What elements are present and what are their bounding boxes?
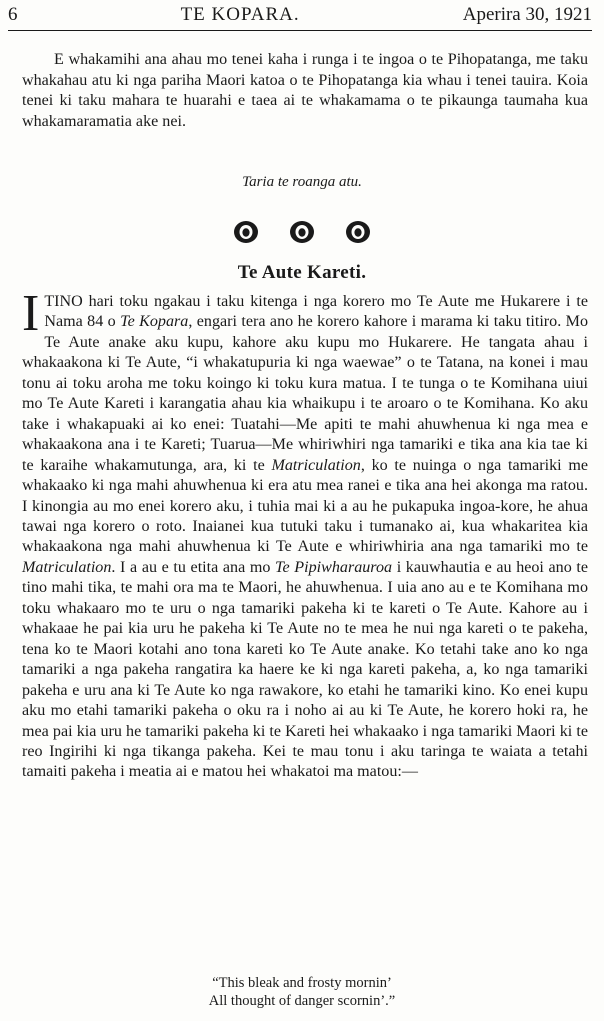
article-italic-term: Matriculation: [22, 558, 112, 576]
flower-ornament-icon: [345, 218, 371, 244]
journal-title: TE KOPARA.: [180, 4, 300, 25]
article-text-part: i kauwhautia e au heoi ano te tino mahi tika, te mahi ora ma te Maori, he ahuwhenua. I uia ano au e te Komihana mo toku whakaaro mo te uru o nga tamariki pakeha ki te kareti o Te Aute. Kahore au i whakaae he pai kia uru he pakeha ki Te Aute no te mea he nui nga kareti o te pakeha, tena ko te Maori kotahi ano tona kareti ko Te Aute anake. Ko tetahi take ano ko nga tamariki a nga pakeha rangatira ka haere ke ki nga kareti pakeha, a, ko nga tamariki pakeha e uru ana ki Te Aute ko nga rawakore, ko etahi he tamariki kino. Ko enei kupu aku mo etahi tamariki pakeha o oku ra i noho ai au ki Te Aute, he korero hoki ra, he mea pai kia uru he tamariki pakeha ki te Kareti hei whakaako i nga tamariki Maori ki te reo Ingirihi ki nga tikanga pakeha. Kei te mau tonu i aku taringa te waiata a tetahi tamaiti pakeha i meatia ai e matou hei whakatoi ma matou:—: [22, 558, 589, 781]
running-header: [8, 4, 592, 28]
article-body: [22, 285, 589, 783]
flower-ornament-icon: [289, 218, 315, 244]
flower-ornament-icon: [233, 218, 259, 244]
article-italic-term: Te Pipiwharauroa: [275, 558, 393, 576]
article-text-part: , ko te nuinga o nga tamariki me whakaako ki nga mahi ahuwhenua ki era atu mea ranei e tika ana hei akonga ma ratou. I kinongia au mo enei korero aku, i tuhia mai ki a au he pukapuka ingoa-kore, he ahua tawai nga korero o roto. Inaianei kua tutuki taku i tumanako ai, kua whakaritea kia whakaakona nga mahi ahuwhenua ki Te Aute e whiriwhiria ana nga tamariki mo te: [22, 456, 588, 556]
article-text-part: . I a au e tu etita ana mo: [111, 558, 276, 576]
letter-paragraph: E whakamihi ana ahau mo tenei kaha i runga i te ingoa o te Pihopatanga, me taku whakahau atu ki nga pariha Maori katoa o te Pihopatanga kia whau i tenei tauira. Koia tenei ki taku mahara te huarahi e taea ai te whakamama o te pikaunga taumaha kua whakamaramatia ake nei.: [22, 51, 588, 130]
article-italic-term: Te Kopara: [120, 313, 189, 331]
article-italic-term: Matriculation: [271, 456, 361, 474]
issue-date: Aperira 30, 1921: [462, 4, 592, 25]
page-number: 6: [8, 4, 18, 25]
article-text-part: , engari tera ano he korero kahore i marama ki taku titiro. Mo Te Aute anake aku kupu, kahore aku kupu mo Hukarere. He tangata ahau i whakaakona ki Te Aute, “i whakatupuria ki nga waewae” o te Tatana, na konei i mau tonu ai toku aroha me toku koingo ki toku kura matua. I te tunga o te Komihana uiui mo Te Aute Kareti i karangatia ahau kia whaikupu i te aroaro o te Komihana. Ko aku take i whakapuaki ai ko enei: Tuatahi—Me apiti te mahi ahuwhenua ki nga mea e whakaakona ana i te Kareti; Tuarua—Me whiriwhiri nga tamariki e tika ana kia tae ki te karaihe whakamutunga, ara, ki te: [22, 313, 589, 474]
verse-line: “This bleak and frosty mornin’: [212, 975, 392, 991]
header-rule: [8, 30, 592, 31]
verse-line: All thought of danger scornin’.”: [208, 993, 396, 1009]
verse-quote: [0, 974, 604, 1010]
letter-signoff: Taria te roanga atu.: [242, 174, 362, 190]
section-ornaments: [0, 218, 604, 244]
article-text-part: TINO hari toku ngakau i taku kitenga i nga korero mo Te Aute me Hukarere i te Nama 84 o: [44, 293, 588, 331]
drop-cap: I: [22, 285, 40, 342]
article-title: Te Aute Kareti.: [237, 262, 367, 283]
